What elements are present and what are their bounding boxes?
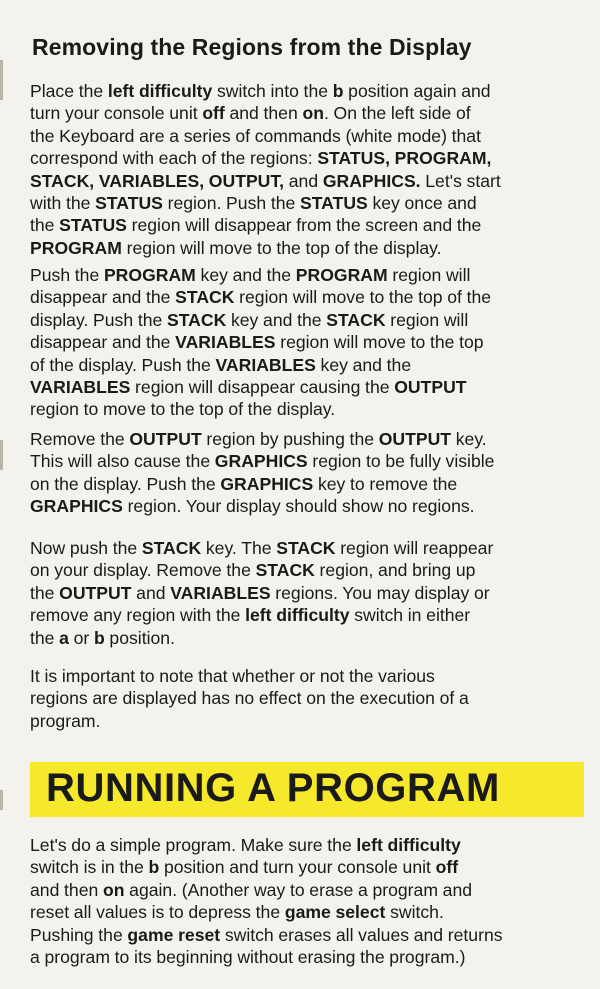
paragraph-removing-regions xyxy=(30,80,592,259)
emphasis: on xyxy=(102,879,125,900)
text-line: regions are displayed has no effect on the execution of a xyxy=(30,688,469,709)
text-line: correspond with each of the regions: STATUS, PROGRAM, xyxy=(30,148,492,169)
text-line: Push the PROGRAM key and the PROGRAM region will xyxy=(30,265,471,285)
section-heading: Removing the Regions from the Display xyxy=(32,34,472,60)
text-line: disappear and the STACK region will move to the top of the xyxy=(30,287,492,308)
paragraph-output-key xyxy=(30,428,592,518)
text-line: region to move to the top of the display. xyxy=(30,399,336,420)
emphasis: STACK xyxy=(326,309,386,330)
emphasis: PROGRAM xyxy=(103,265,196,285)
emphasis: OUTPUT xyxy=(59,582,132,603)
emphasis: VARIABLES xyxy=(175,332,276,353)
emphasis: PROGRAM xyxy=(30,237,122,258)
emphasis: VARIABLES xyxy=(170,582,271,603)
page-edge-mark-top xyxy=(0,60,3,100)
emphasis: b xyxy=(93,627,105,648)
emphasis: b xyxy=(332,81,344,101)
emphasis: STATUS xyxy=(59,215,127,236)
emphasis: STACK xyxy=(276,538,336,558)
text-line: the STATUS region will disappear from the screen and the xyxy=(30,215,482,236)
text-line: PROGRAM region will move to the top of the display. xyxy=(30,237,442,258)
emphasis: STACK xyxy=(141,538,202,558)
text-line: reset all values is to depress the game select switch. xyxy=(30,902,444,923)
text-line: turn your console unit off and then on. On the left side of xyxy=(30,103,471,124)
emphasis: VARIABLES xyxy=(215,354,316,375)
text-line: program. xyxy=(30,710,101,731)
emphasis: GRAPHICS. xyxy=(322,170,421,191)
emphasis: left difficulty xyxy=(356,835,461,855)
emphasis: off xyxy=(435,857,459,878)
emphasis: off xyxy=(202,103,225,124)
emphasis: PROGRAM xyxy=(295,265,388,285)
text-line: of the display. Push the VARIABLES key and the xyxy=(30,354,412,375)
text-line: Let's do a simple program. Make sure the left difficulty xyxy=(30,835,461,855)
emphasis: game select xyxy=(284,902,386,923)
emphasis: STACK, VARIABLES, OUTPUT, xyxy=(30,170,285,191)
text-line: Pushing the game reset switch erases all values and returns xyxy=(30,924,503,945)
emphasis: GRAPHICS xyxy=(214,451,308,472)
emphasis: GRAPHICS xyxy=(220,473,314,494)
emphasis: OUTPUT xyxy=(394,377,467,398)
text-line: with the STATUS region. Push the STATUS key once and xyxy=(30,193,477,214)
text-line: a program to its beginning without erasing the program.) xyxy=(30,947,466,968)
emphasis: GRAPHICS xyxy=(30,496,123,517)
text-line: STACK, VARIABLES, OUTPUT, and GRAPHICS. Let's start xyxy=(30,170,501,191)
text-line: Remove the OUTPUT region by pushing the OUTPUT key. xyxy=(30,429,487,449)
text-line: Place the left difficulty switch into the b position again and xyxy=(30,81,491,101)
emphasis: STATUS xyxy=(95,193,163,214)
text-line: and then on again. (Another way to erase a program and xyxy=(30,879,473,900)
text-line: the Keyboard are a series of commands (white mode) that xyxy=(30,125,481,146)
emphasis: b xyxy=(148,857,160,878)
paragraph-program-key xyxy=(30,264,592,421)
text-line: the a or b position. xyxy=(30,627,175,648)
paragraph-simple-program xyxy=(30,834,592,968)
emphasis: STACK xyxy=(255,560,315,581)
text-line: the OUTPUT and VARIABLES regions. You may display or xyxy=(30,582,490,603)
emphasis: a xyxy=(59,627,69,648)
text-line: remove any region with the left difficulty switch in either xyxy=(30,605,471,626)
emphasis: STATUS, PROGRAM, xyxy=(317,148,492,169)
paragraph-execution-note xyxy=(30,665,592,732)
section-banner xyxy=(30,762,584,817)
text-line: This will also cause the GRAPHICS region to be fully visible xyxy=(30,451,495,472)
text-line: It is important to note that whether or not the various xyxy=(30,666,435,686)
emphasis: OUTPUT xyxy=(378,429,452,449)
emphasis: left difficulty xyxy=(245,605,350,626)
text-line: on the display. Push the GRAPHICS key to remove the xyxy=(30,473,458,494)
page-edge-mark-middle xyxy=(0,440,3,470)
text-line: GRAPHICS region. Your display should show no regions. xyxy=(30,496,475,517)
emphasis: STACK xyxy=(175,287,235,308)
page-edge-mark-bottom xyxy=(0,790,3,810)
emphasis: left difficulty xyxy=(107,81,213,101)
emphasis: STACK xyxy=(166,309,227,330)
text-line: on your display. Remove the STACK region, and bring up xyxy=(30,560,476,581)
text-line: Now push the STACK key. The STACK region will reappear xyxy=(30,538,494,558)
emphasis: VARIABLES xyxy=(30,377,131,398)
text-line: switch is in the b position and turn your console unit off xyxy=(30,857,459,878)
paragraph-stack-key xyxy=(30,537,592,649)
text-line: disappear and the VARIABLES region will move to the top xyxy=(30,332,484,353)
emphasis: OUTPUT xyxy=(129,429,202,449)
text-line: VARIABLES region will disappear causing the OUTPUT xyxy=(30,377,467,398)
text-line: display. Push the STACK key and the STACK region will xyxy=(30,309,469,330)
emphasis: game reset xyxy=(127,924,221,945)
banner-title: RUNNING A PROGRAM xyxy=(46,766,500,810)
emphasis: on xyxy=(302,103,324,124)
emphasis: STATUS xyxy=(300,193,368,214)
